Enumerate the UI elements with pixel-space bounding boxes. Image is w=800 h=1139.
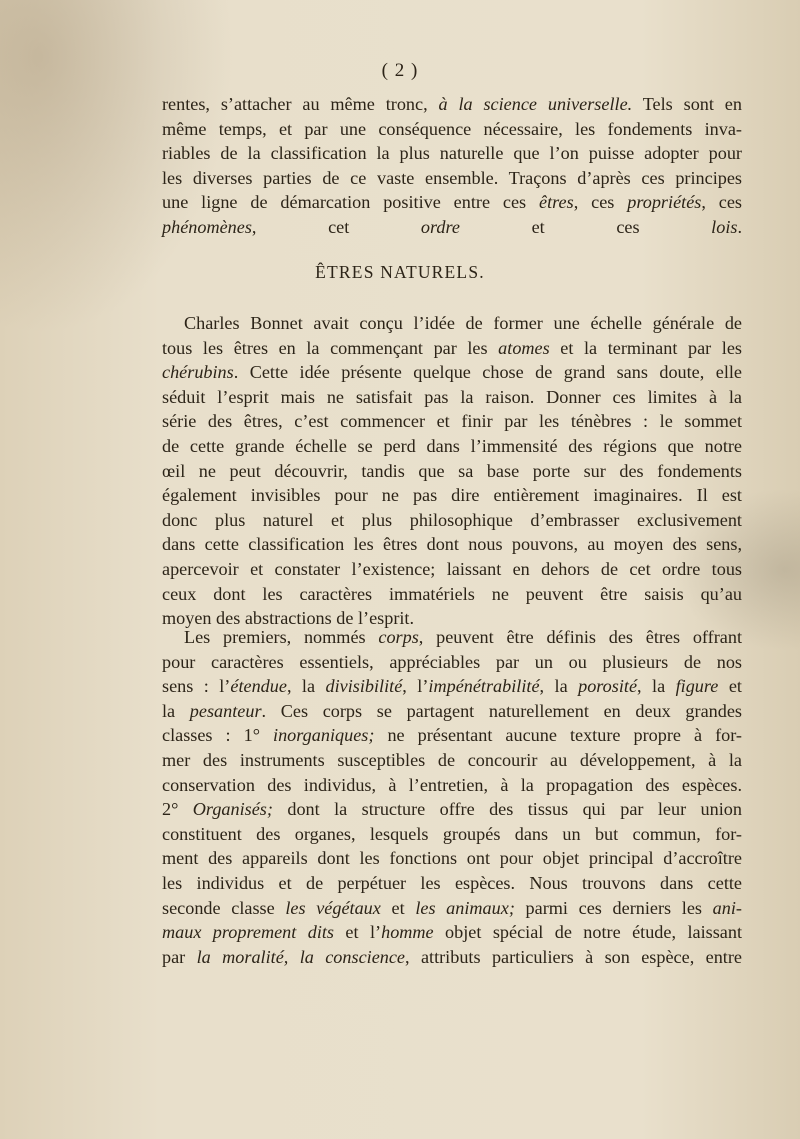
text-line: de cette grande échelle se perd dans l’immensité des régions que notre [162,435,742,456]
text-line: chérubins. Cette idée présente quelque chose de grand sans doute, elle [162,362,742,383]
italic-term: les végétaux [285,897,381,918]
italic-term: maux proprement dits [162,922,335,943]
text-line: séduit l’esprit mais ne satisfait pas la raison. Donner ces limites à la [162,386,742,407]
italic-term: pesanteur [189,700,262,721]
italic-term: figure [675,676,719,697]
text-line: par la moralité, la conscience, attributs particuliers à son espèce, entre [162,946,742,967]
italic-term: ani- [712,897,742,918]
italic-term: porosité [578,676,638,697]
text-line: œil ne peut découvrir, tandis que sa base porte sur des fondements [162,460,742,481]
italic-term: lois [711,216,738,237]
text-line: Les premiers, nommés corps, peuvent être définis des êtres offrant [184,627,742,647]
italic-term: à la science universelle. [438,94,633,114]
italic-term: homme [381,922,434,943]
text-line: moyen des abstractions de l’esprit. [162,608,415,629]
italic-term: atomes [498,337,550,358]
text-line: sens : l’étendue, la divisibilité, l’impénétrabilité, la porosité, la figure et [162,676,742,697]
section-heading: ÊTRES NATURELS. [315,262,485,282]
text-line: la pesanteur. Ces corps se partagent naturellement en deux grandes [162,700,742,721]
text-line: ment des appareils dont les fonctions ont pour objet principal d’accroître [162,848,742,869]
paragraph-corps [162,625,742,969]
page-number: ( 2 ) [381,60,419,81]
text-line: également invisibles pour ne pas dire entièrement imaginaires. Il est [162,485,742,506]
text-line: classes : 1° inorganiques; ne présentant aucune texture propre à for- [162,725,742,746]
text-line: même temps, et par une conséquence nécessaire, les fondements inva- [162,118,742,139]
paragraph-intro [162,92,742,240]
italic-term: la moralité, la conscience [196,946,406,967]
text-line: tous les êtres en la commençant par les atomes et la terminant par les [162,337,742,358]
text-line: série des êtres, c’est commencer et finir par les ténèbres : le sommet [162,411,742,432]
text-line: 2° Organisés; dont la structure offre des tissus qui par leur union [162,799,742,820]
text-line: constituent des organes, lesquels groupés dans un but commun, for- [162,823,742,844]
italic-term: êtres [539,192,574,213]
text-line: apercevoir et constater l’existence; laissant en dehors de cet ordre tous [162,558,742,579]
italic-term: ordre [420,216,460,237]
italic-term: corps [378,627,419,647]
text-line: les diverses parties de ce vaste ensemble. Traçons d’après ces principes [162,167,742,188]
italic-term: impénétrabilité [428,676,540,697]
text-line: rentes, s’attacher au même tronc, à la science universelle. Tels sont en [162,94,742,114]
text-line: Charles Bonnet avait conçu l’idée de former une échelle générale de [184,313,742,333]
text-line: maux proprement dits et l’homme objet spécial de notre étude, laissant [162,922,742,943]
italic-term: propriétés [627,192,702,213]
text-line: conservation des individus, à l’entretien, à la propagation des espèces. [162,774,742,795]
italic-term: Organisés; [192,799,273,820]
text-line: phénomènes, cet ordre et ces lois. [162,216,742,237]
text-line: seconde classe les végétaux et les animaux; parmi ces derniers les ani- [162,897,742,918]
text-line: dans cette classification les êtres dont nous pouvons, au moyen des sens, [162,534,742,555]
text-line: ceux dont les caractères immatériels ne peuvent être saisis qu’au [162,583,742,604]
italic-term: phénomènes [162,216,252,237]
text-line: donc plus naturel et plus philosophique d’embrasser exclusivement [162,509,742,530]
text-line: mer des instruments susceptibles de concourir au développement, à la [162,749,742,770]
text-line: pour caractères essentiels, appréciables par un ou plusieurs de nos [162,651,742,672]
text-line: riables de la classification la plus naturelle que l’on puisse adopter pour [162,143,742,164]
italic-term: divisibilité [325,676,403,697]
italic-term: inorganiques; [273,725,375,746]
italic-term: chérubins [162,362,234,383]
italic-term: étendue [230,676,287,697]
text-line: les individus et de perpétuer les espèces. Nous trouvons dans cette [162,872,742,893]
paragraph-bonnet [162,311,742,631]
text-line: une ligne de démarcation positive entre ces êtres, ces propriétés, ces [162,192,742,213]
italic-term: les animaux; [415,897,515,918]
